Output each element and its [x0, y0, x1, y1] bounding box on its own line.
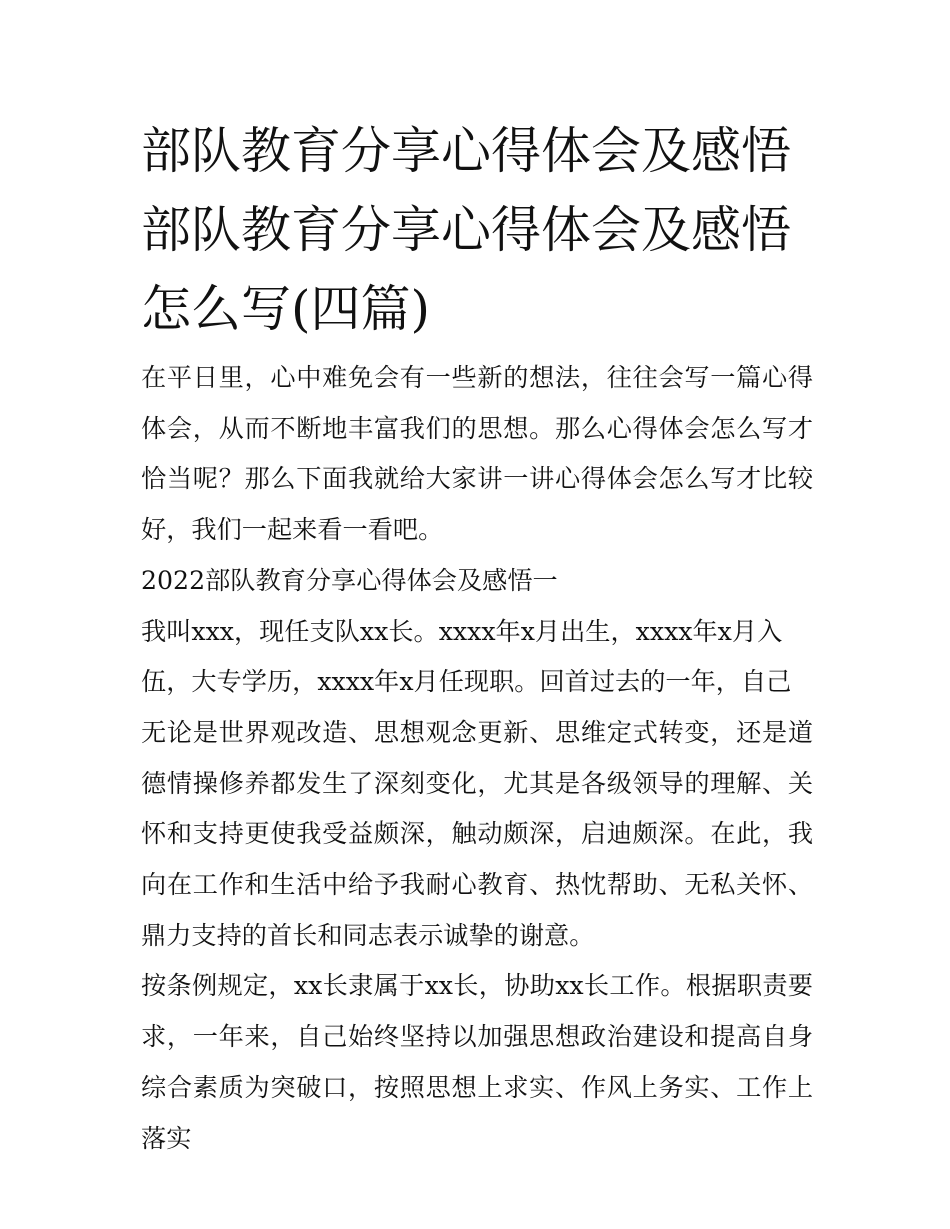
document-title: 部队教育分享心得体会及感悟部队教育分享心得体会及感悟怎么写(四篇) — [141, 122, 791, 338]
body-line: 伍，大专学历，xxxx年x月任现职。回首过去的一年，自己 — [141, 667, 792, 697]
section-heading: 2022部队教育分享心得体会及感悟一 — [141, 565, 558, 595]
document-page — [141, 112, 813, 1164]
body-line: 我叫xxx，现任支队xx长。xxxx年x月出生，xxxx年x月入 — [141, 616, 783, 646]
intro-paragraph: 在平日里，心中难免会有一些新的想法，往往会写一篇心得体会，从而不断地丰富我们的思想。那么心得体会怎么写才恰当呢？那么下面我就给大家讲一讲心得体会怎么写才比较好，我们一起来看一看吧。 — [141, 363, 813, 545]
body-paragraph: 按条例规定，xx长隶属于xx长，协助xx长工作。根据职责要求，一年来，自己始终坚持以加强思想政治建设和提高自身综合素质为突破口，按照思想上求实、作风上务实、工作上落实 — [141, 971, 813, 1153]
body-paragraph: 无论是世界观改造、思想观念更新、思维定式转变，还是道德情操修养都发生了深刻变化，尤其是各级领导的理解、关怀和支持更使我受益颇深，触动颇深，启迪颇深。在此，我向在工作和生活中给予我耐心教育、热忱帮助、无私关怀、鼎力支持的首长和同志表示诚挚的谢意。 — [141, 717, 813, 950]
